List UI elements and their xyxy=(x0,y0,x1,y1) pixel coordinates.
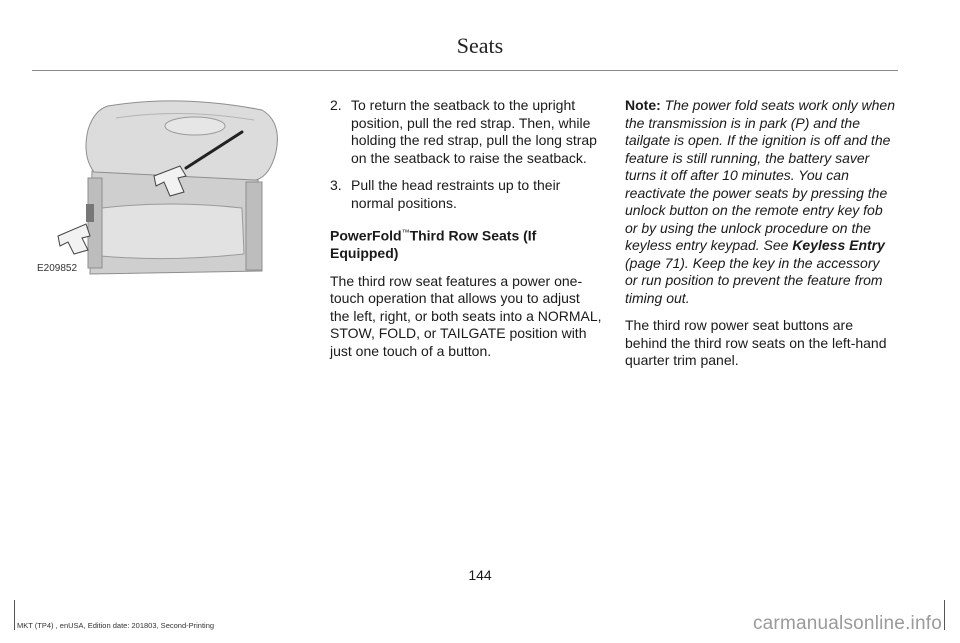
heading-main: PowerFold xyxy=(330,227,402,244)
note-paragraph xyxy=(625,97,895,307)
note-label: Note: xyxy=(625,97,661,113)
figure-id: E209852 xyxy=(37,263,78,274)
keyless-entry-link[interactable]: Keyless Entry xyxy=(792,237,885,253)
step-number: 2. xyxy=(330,97,342,113)
note-text-2: Keep the key in the accessory or run position to prevent the feature from timing out. xyxy=(625,254,883,306)
step-number: 3. xyxy=(330,177,342,193)
note-text-1: The power fold seats work only when the transmission is in park (P) and the tailgate is open. If the ignition is off and the feature is still running, the battery saver turns it off after 10 minutes. You can reactivate the power seats by pressing the unlock button on the remote entry key fob or by using the unlock procedure on the keyless entry keypad. See xyxy=(625,97,896,253)
page-number: 144 xyxy=(468,567,492,583)
section-heading xyxy=(330,224,602,263)
step-item xyxy=(330,177,602,212)
crop-mark-right xyxy=(944,600,945,630)
heading-rest: Third Row Seats (If Equipped) xyxy=(330,227,537,262)
step-text: To return the seatback to the upright position, pull the red strap. Then, while holding the red strap, pull the long strap on the seatback to raise the seatback. xyxy=(351,97,597,166)
right-column xyxy=(625,97,895,380)
footer-edition: MKT (TP4) , enUSA, Edition date: 201803, Second-Printing xyxy=(17,621,215,630)
page-title: Seats xyxy=(456,33,504,58)
location-paragraph: The third row power seat buttons are behind the third row seats on the left-hand quarter trim panel. xyxy=(625,317,887,368)
middle-column xyxy=(330,97,602,370)
page-reference: (page 71). xyxy=(625,254,689,271)
step-item xyxy=(330,97,602,167)
header-divider xyxy=(32,70,898,71)
seat-illustration xyxy=(30,96,290,286)
section-body: The third row seat features a power one-touch operation that allows you to adjust the left, right, or both seats into a NORMAL, STOW, FOLD, or TAILGATE position with just one touch of a button. xyxy=(330,272,602,359)
trademark-mark: ™ xyxy=(401,228,410,237)
step-text: Pull the head restraints up to their normal positions. xyxy=(351,177,561,211)
watermark: carmanualsonline.info xyxy=(752,613,942,634)
crop-mark-left xyxy=(14,600,15,630)
